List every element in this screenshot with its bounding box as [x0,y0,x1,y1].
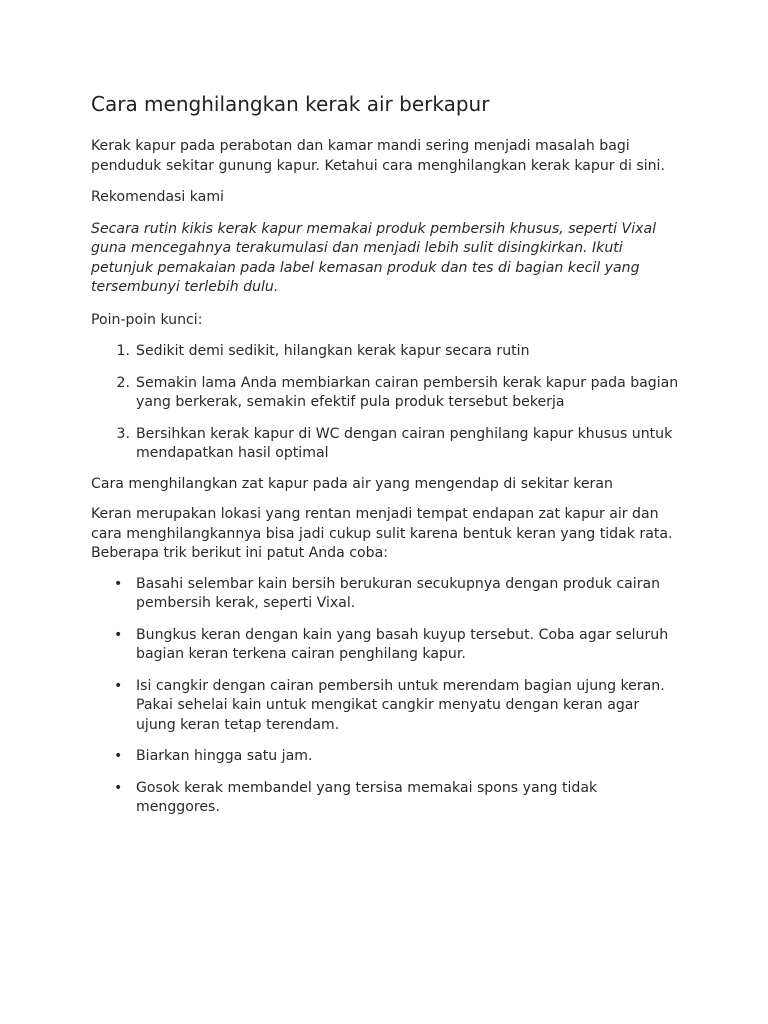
key-point-text: Semakin lama Anda membiarkan cairan pembersih kerak kapur pada bagian yang berkerak, semakin efektif pula produk tersebut bekerja [136,374,679,410]
recommendation-body: Secara rutin kikis kerak kapur memakai produk pembersih khusus, seperti Vixal guna mencegahnya terakumulasi dan menjadi lebih sulit disingkirkan. Ikuti petunjuk pemakaian pada label kemasan produk dan tes di bagian kecil yang tersembunyi terlebih dulu. [91,220,657,295]
list-number: 1. [116,343,130,359]
key-points-heading: Poin-poin kunci: [91,311,203,328]
list-number: 2. [116,374,130,391]
intro-paragraph: Kerak kapur pada perabotan dan kamar mandi sering menjadi masalah bagi penduduk sekitar gunung kapur. Ketahui cara menghilangkan kerak kapur di sini. [91,138,665,174]
list-item [114,677,680,736]
step-text: Bungkus keran dengan kain yang basah kuyup tersebut. Coba agar seluruh bagian keran terkena cairan penghilang kapur. [136,626,669,662]
key-point-item [116,342,680,362]
key-point-item [116,374,680,413]
step-text: Basahi selembar kain bersih berukuran secukupnya dengan produk cairan pembersih kerak, seperti Vixal. [136,575,661,611]
list-item [114,575,680,614]
faucet-steps-list [91,575,680,818]
page-title: Cara menghilangkan kerak air berkapur [91,92,490,116]
list-item [114,779,680,818]
list-number: 3. [116,425,130,442]
list-item [114,747,680,767]
bullet-icon: • [114,575,123,592]
bullet-icon: • [114,748,123,764]
bullet-icon: • [114,626,123,643]
step-text: Biarkan hingga satu jam. [136,748,313,764]
step-text: Isi cangkir dengan cairan pembersih untuk merendam bagian ujung keran. Pakai sehelai kain untuk mengikat cangkir menyatu dengan keran agar ujung keran tetap terendam. [136,677,665,733]
recommendation-heading: Rekomendasi kami [91,189,224,205]
key-points-list [91,342,680,464]
faucet-section-heading: Cara menghilangkan zat kapur pada air yang mengendap di sekitar keran [91,475,613,492]
key-point-text: Sedikit demi sedikit, hilangkan kerak kapur secara rutin [136,343,530,359]
list-item [114,626,680,665]
faucet-intro-paragraph: Keran merupakan lokasi yang rentan menjadi tempat endapan zat kapur air dan cara menghilangkannya bisa jadi cukup sulit karena bentuk keran yang tidak rata. Beberapa trik berikut ini patut Anda coba: [91,506,673,561]
bullet-icon: • [114,779,123,796]
key-point-text: Bersihkan kerak kapur di WC dengan cairan penghilang kapur khusus untuk mendapatkan hasil optimal [136,425,673,461]
step-text: Gosok kerak membandel yang tersisa memakai spons yang tidak menggores. [136,779,598,815]
key-point-item [116,425,680,464]
bullet-icon: • [114,677,123,694]
